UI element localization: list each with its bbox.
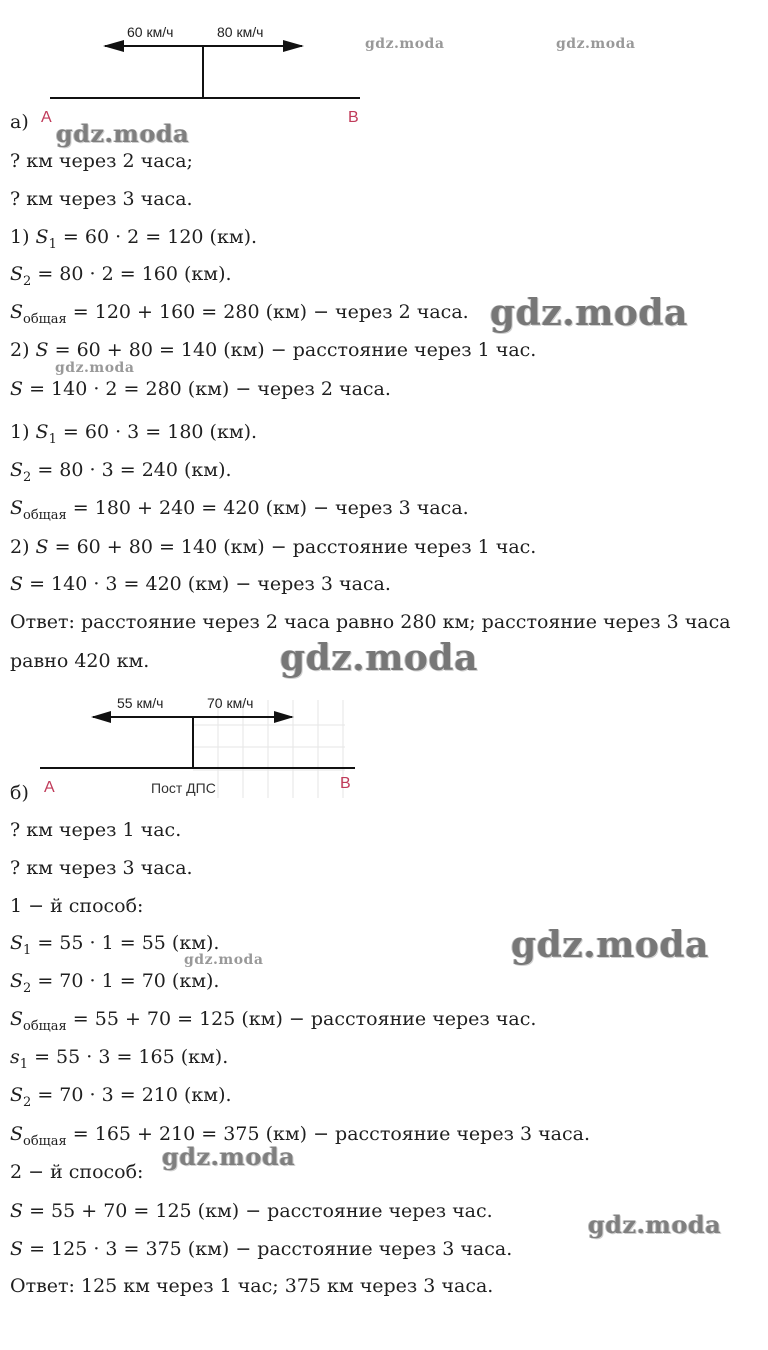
speed-right-label: 70 км/ч [207, 695, 254, 711]
watermark: gdz.moda [365, 36, 445, 52]
point-a-label: A [44, 779, 55, 796]
answer-line: равно 420 км. [10, 650, 150, 672]
watermark: gdz.moda [280, 637, 478, 679]
equation-line: S = 140 · 2 = 280 (км) − через 2 часа. [10, 378, 391, 400]
equation-line: $S_2 = 70 \cdot 3 = 210$ (км). [10, 1084, 232, 1110]
speed-left-label: 60 км/ч [127, 24, 174, 40]
part-b-label: б) [10, 782, 29, 804]
answer-line: Ответ: 125 км через 1 час; 375 км через 3 часа. [10, 1275, 494, 1297]
equation-line: 2) S = 60 + 80 = 140 (км) − расстояние через 1 час. [10, 536, 537, 558]
equation-line: $S_{общая} = 120 + 160 = 280$ (км) − через 2 часа. [10, 301, 469, 327]
equation-line: S = 125 · 3 = 375 (км) − расстояние через 3 часа. [10, 1238, 513, 1260]
equation-line: $S_2 = 80 \cdot 2 = 160$ (км). [10, 263, 232, 289]
equation-line: S = 140 · 3 = 420 (км) − через 3 часа. [10, 573, 391, 595]
equation-line: $S_2 = 80 \cdot 3 = 240$ (км). [10, 459, 232, 485]
watermark: gdz.moda [490, 292, 688, 334]
watermark: gdz.moda [511, 924, 709, 966]
equation-line: 1) $S_1 = 60 \cdot 2 = 120$ (км). [10, 226, 258, 252]
method-heading: 1 − й способ: [10, 895, 144, 917]
equation-line: S = 55 + 70 = 125 (км) − расстояние через час. [10, 1200, 493, 1222]
equation-line: $S_{общая} = 180 + 240 = 420$ (км) − через 3 часа. [10, 497, 469, 523]
speed-left-label: 55 км/ч [117, 695, 164, 711]
equation-line: 2) S = 60 + 80 = 140 (км) − расстояние через 1 час. [10, 339, 537, 361]
watermark: gdz.moda [184, 952, 264, 968]
watermark: gdz.moda [556, 36, 636, 52]
diagram-b [0, 680, 400, 814]
point-b-label: B [340, 775, 351, 792]
question-line: ? км через 3 часа. [10, 857, 193, 879]
question-line: ? км через 2 часа; [10, 150, 193, 172]
point-b-label: B [348, 109, 359, 126]
equation-line: 1) $S_1 = 60 \cdot 3 = 180$ (км). [10, 421, 258, 447]
part-a-label: а) [10, 111, 29, 133]
question-line: ? км через 1 час. [10, 819, 182, 841]
equation-line: $s_1 = 55 \cdot 3 = 165$ (км). [10, 1046, 229, 1072]
method-heading: 2 − й способ: [10, 1161, 144, 1183]
equation-line: $S_1 = 55 \cdot 1 = 55$ (км). [10, 932, 220, 958]
watermark: gdz.moda [55, 360, 135, 376]
speed-right-label: 80 км/ч [217, 24, 264, 40]
equation-line: $S_{общая} = 165 + 210 = 375$ (км) − расстояние через 3 часа. [10, 1123, 591, 1149]
point-a-label: A [41, 109, 52, 126]
post-label: Пост ДПС [151, 780, 216, 796]
answer-line: Ответ: расстояние через 2 часа равно 280 км; расстояние через 3 часа [10, 611, 731, 633]
watermark: gdz.moda [162, 1142, 296, 1171]
watermark: gdz.moda [56, 119, 190, 148]
equation-line: $S_2 = 70 \cdot 1 = 70$ (км). [10, 970, 220, 996]
watermark: gdz.moda [588, 1210, 722, 1239]
question-line: ? км через 3 часа. [10, 188, 193, 210]
equation-line: $S_{общая} = 55 + 70 = 125$ (км) − расстояние через час. [10, 1008, 537, 1034]
diagram-a [0, 0, 400, 134]
